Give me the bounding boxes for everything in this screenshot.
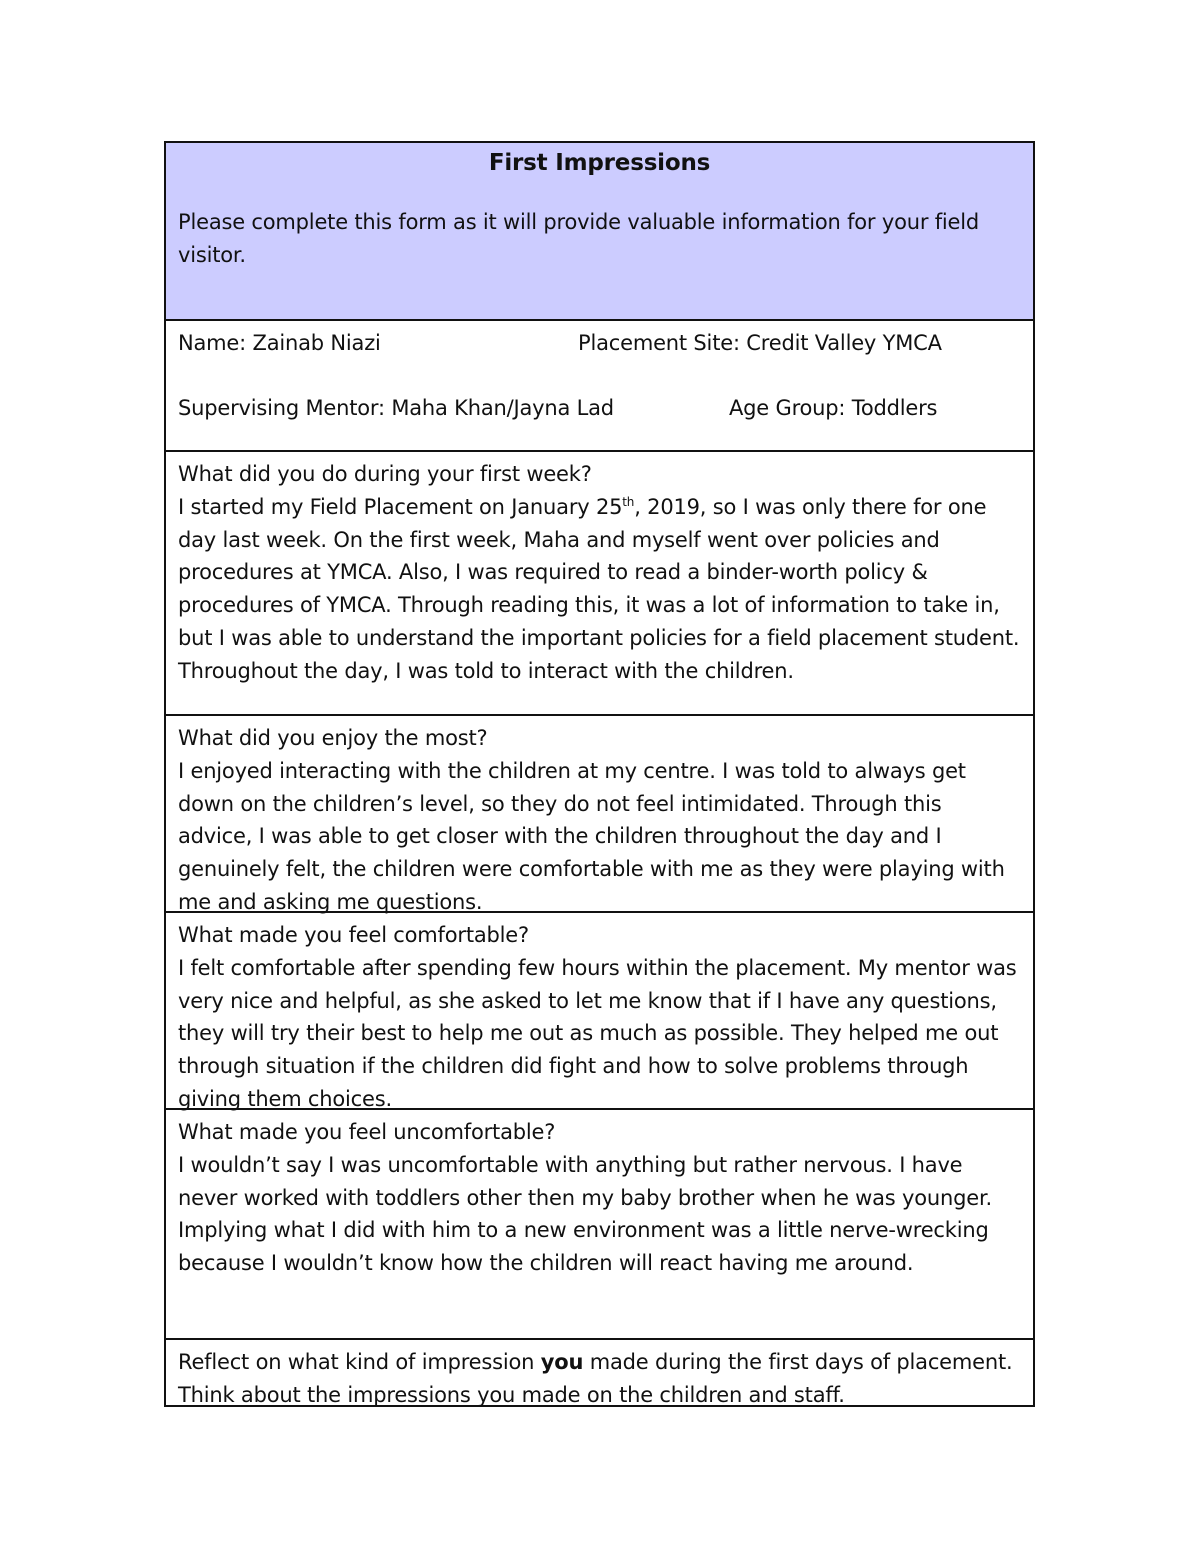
placement-site: Placement Site: Credit Valley YMCA <box>578 331 942 355</box>
question-first-week <box>166 450 1033 714</box>
question-label: What made you feel comfortable? <box>178 923 529 947</box>
supervising-mentor: Supervising Mentor: Maha Khan/Jayna Lad <box>178 395 614 420</box>
form-intro: Please complete this form as it will provide valuable information for your field visitor. <box>178 209 980 267</box>
first-impressions-form <box>164 141 1035 1407</box>
student-info-section <box>166 319 1033 450</box>
form-header <box>166 143 1033 319</box>
question-label: What did you do during your first week? <box>178 462 592 486</box>
answer-text: I started my Field Placement on January 25th, 2019, so I was only there for one day last week. On the first week, Maha and myself went over policies and procedures at YMCA. Also, I was required to read a binder-worth policy & procedures of YMCA. Through reading this, it was a lot of information to take in, but I was able to understand the important policies for a field placement student. Throughout the day, I was told to interact with the children. <box>178 494 1020 683</box>
emphasis-you: you <box>540 1350 584 1374</box>
reflect-prompt: Reflect on what kind of impression you made during the first days of placement. Think about the impressions you made on the children and staff. <box>178 1350 1013 1407</box>
question-label: What made you feel uncomfortable? <box>178 1120 556 1144</box>
question-enjoy-most <box>166 714 1033 914</box>
ordinal-suffix: th <box>622 494 635 509</box>
info-row-1 <box>178 327 1021 360</box>
question-comfortable <box>166 911 1033 1111</box>
answer-text: I enjoyed interacting with the children at my centre. I was told to always get down on the children’s level, so they do not feel intimidated. Through this advice, I was able to get closer with the children throughout the day and I genuinely felt, the children were comfortable with me as they were playing with me and asking me questions. <box>178 758 1005 914</box>
age-group: Age Group: Toddlers <box>729 395 938 420</box>
question-uncomfortable <box>166 1108 1033 1338</box>
student-name: Name: Zainab Niazi <box>178 331 381 355</box>
answer-text: I felt comfortable after spending few hours within the placement. My mentor was very nice and helpful, as she asked to let me know that if I have any questions, they will try their best to help me out as much as possible. They helped me out through situation if the children did fight and how to solve problems through giving them choices. <box>178 955 1017 1111</box>
reflect-impression <box>166 1338 1033 1405</box>
form-title: First Impressions <box>488 150 711 176</box>
question-label: What did you enjoy the most? <box>178 726 488 750</box>
answer-text: I wouldn’t say I was uncomfortable with anything but rather nervous. I have never worked with toddlers other then my baby brother when he was younger. Implying what I did with him to a new environment was a little nerve-wrecking because I wouldn’t know how the children will react having me around. <box>178 1152 992 1276</box>
info-row-2 <box>178 392 1021 425</box>
